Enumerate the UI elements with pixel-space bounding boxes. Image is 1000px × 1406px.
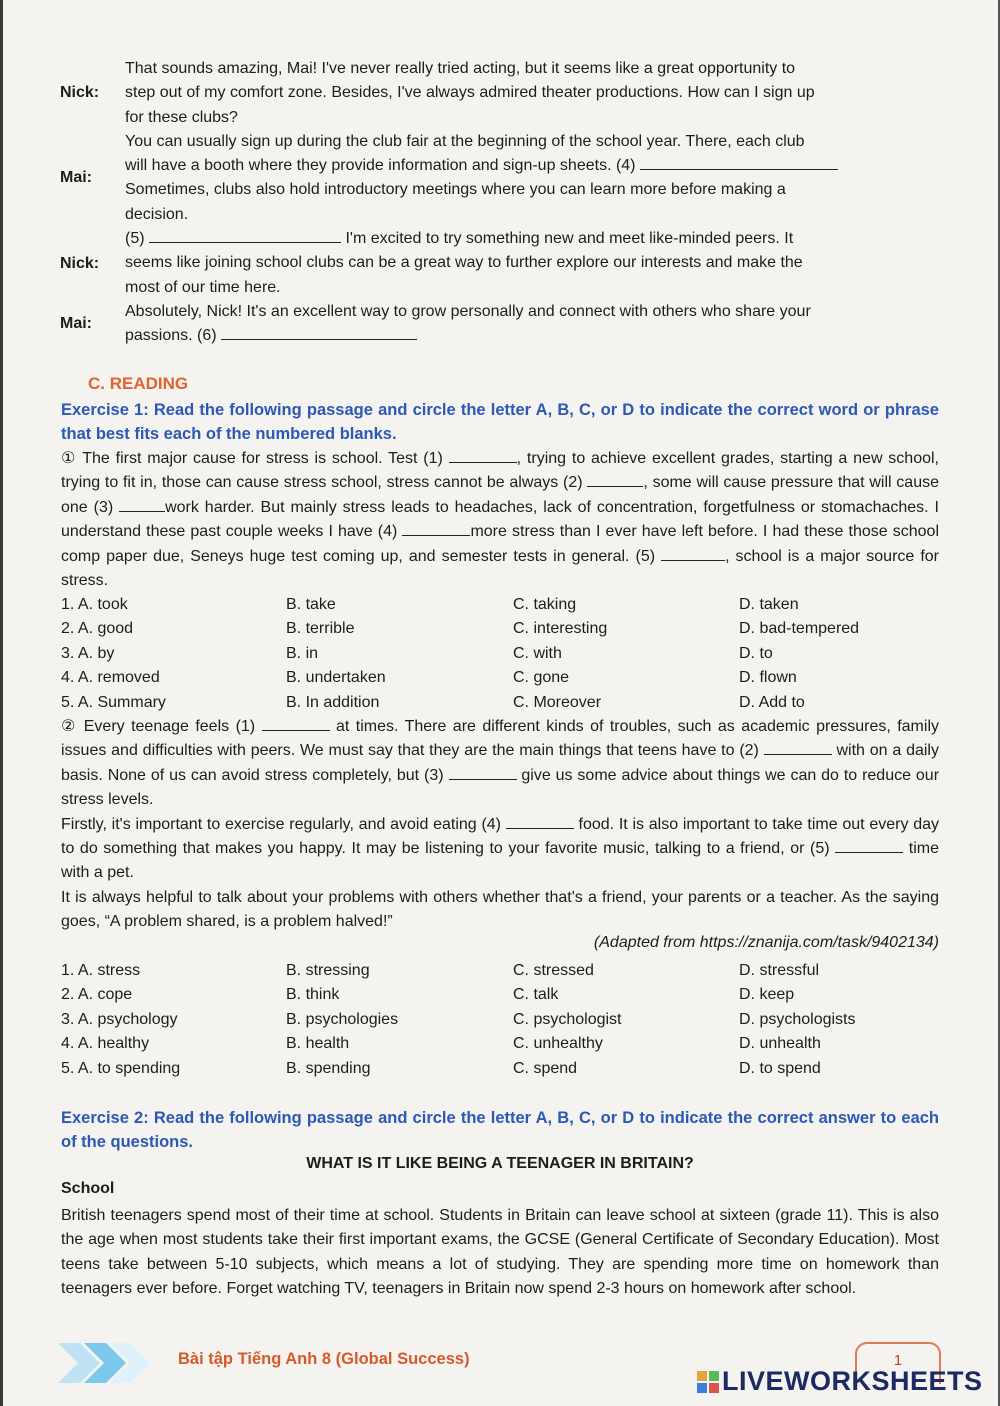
option-b[interactable]: B. In addition: [286, 693, 380, 711]
option-a[interactable]: 1. A. took: [61, 596, 128, 613]
dialogue-turn-nick-2: [60, 227, 930, 300]
option-c[interactable]: C. talk: [513, 986, 559, 1004]
option-b[interactable]: B. undertaken: [286, 669, 386, 687]
option-b[interactable]: B. in: [286, 644, 319, 662]
passage1-blank-3[interactable]: [119, 496, 165, 512]
option-a[interactable]: 4. A. removed: [61, 669, 160, 687]
liveworksheets-icon: [697, 1371, 719, 1393]
chevron-arrows-icon: [58, 1343, 158, 1388]
option-d[interactable]: D. to spend: [739, 1059, 821, 1077]
speaker-label: Nick:: [60, 84, 100, 102]
speaker-label: Nick:: [60, 254, 100, 272]
dialogue: [60, 57, 930, 349]
option-b[interactable]: B. think: [286, 986, 340, 1004]
passage1-blank-2[interactable]: [587, 471, 643, 487]
exercise-1-title: Exercise 1: Read the following passage and circle the letter A, B, C, or D to indicate the correct word or phrase that best fits each of the numbered blanks.: [61, 401, 939, 444]
watermark-text: LIVEWORKSHEETS: [722, 1366, 983, 1396]
speech-text: Absolutely, Nick! It's an excellent way to grow personally and connect with others who share your passions. (6): [125, 302, 811, 345]
speech-text: You can usually sign up during the club fair at the beginning of the school year. There, each club will have a booth where they provide information and sign-up sheets. (4) Sometimes, clubs also hold introductory meetings where you can learn more before making a decision.: [125, 130, 930, 227]
passage1-blank-5[interactable]: [661, 545, 725, 561]
option-a[interactable]: 5. A. to spending: [61, 1059, 181, 1077]
option-b[interactable]: B. spending: [286, 1059, 371, 1077]
answer-blank-6[interactable]: [221, 324, 417, 340]
passage2-blank-1[interactable]: [262, 715, 330, 731]
answer-blank-5[interactable]: [149, 227, 341, 243]
page-edge-left: [0, 0, 3, 1406]
option-d[interactable]: D. keep: [739, 986, 795, 1004]
speech-text: That sounds amazing, Mai! I've never really tried acting, but it seems like a great opportunity to step out of my comfort zone. Besides, I've always admired theater productions. How can I sign up for these clubs?: [125, 60, 815, 126]
passage2-blank-4[interactable]: [506, 813, 574, 829]
option-d[interactable]: D. flown: [739, 669, 797, 687]
option-row-3: [61, 642, 939, 666]
option-b[interactable]: B. psychologies: [286, 1010, 399, 1028]
option-c[interactable]: C. interesting: [513, 620, 608, 638]
option-row-2: [61, 983, 939, 1007]
option-a[interactable]: 4. A. healthy: [61, 1035, 150, 1053]
option-d[interactable]: D. to: [739, 644, 773, 662]
option-b[interactable]: B. terrible: [286, 620, 355, 638]
option-c[interactable]: C. taking: [513, 596, 577, 613]
passage-subheading: School: [61, 1180, 115, 1197]
option-b[interactable]: B. stressing: [286, 962, 370, 979]
option-c[interactable]: C. with: [513, 644, 562, 662]
option-c[interactable]: C. spend: [513, 1059, 578, 1077]
option-d[interactable]: D. unhealth: [739, 1035, 821, 1053]
section-title-reading: C. READING: [88, 374, 189, 393]
liveworksheets-logo: [697, 1366, 983, 1397]
dialogue-turn-mai-1: [60, 130, 930, 227]
option-row-4: [61, 1032, 939, 1056]
options-list-2: [61, 959, 939, 1081]
passage-school: British teenagers spend most of their time at school. Students in Britain can leave school at sixteen (grade 11). This is also the age when most students take their first important exams, the GCSE (General Certificate of Secondary Education). Most teens take between 5-10 subjects, which means a lot of studying. They are spending more time on homework than teenagers ever before. Forget watching TV, teenagers in Britain now spend 2-3 hours on homework after school.: [61, 1207, 939, 1298]
passage2-blank-5[interactable]: [835, 837, 903, 853]
passage-1: ① The first major cause for stress is school. Test (1) , trying to achieve excellent grades, starting a new school, trying to fit in, those can cause stress school, stress cannot be always (2) , some will cause pressure that will cause one (3) work harder. But mainly stress leads to headaches, lack of concentration, forgetfulness or stomachaches. I understand these past couple weeks I have (4) more stress than I ever have left before. I had these those school comp paper due, Seneys huge test coming up, and semester tests in general. (5) , school is a major source for stress.: [61, 447, 939, 593]
passage-heading: WHAT IS IT LIKE BEING A TEENAGER IN BRITAIN?: [306, 1155, 694, 1172]
option-b[interactable]: B. take: [286, 596, 336, 613]
answer-blank-4[interactable]: [640, 154, 838, 170]
speaker-label: Mai:: [60, 169, 92, 187]
option-c[interactable]: C. psychologist: [513, 1010, 622, 1028]
dialogue-turn-mai-2: [60, 300, 930, 349]
option-c[interactable]: C. Moreover: [513, 693, 602, 711]
passage2-blank-3[interactable]: [449, 764, 517, 780]
option-a[interactable]: 2. A. cope: [61, 986, 133, 1004]
option-a[interactable]: 3. A. psychology: [61, 1010, 178, 1028]
option-d[interactable]: D. Add to: [739, 693, 805, 711]
option-row-1: [61, 959, 939, 983]
option-b[interactable]: B. health: [286, 1035, 350, 1053]
option-a[interactable]: 1. A. stress: [61, 962, 141, 979]
option-d[interactable]: D. stressful: [739, 962, 820, 979]
option-row-5: [61, 1057, 939, 1081]
option-d[interactable]: D. bad-tempered: [739, 620, 860, 638]
source-credit: (Adapted from https://znanija.com/task/9402134): [593, 934, 939, 951]
option-a[interactable]: 5. A. Summary: [61, 693, 166, 711]
options-list-1: [61, 593, 939, 715]
page-number: 1: [855, 1342, 941, 1384]
option-a[interactable]: 3. A. by: [61, 644, 115, 662]
passage2-blank-2[interactable]: [764, 739, 832, 755]
option-a[interactable]: 2. A. good: [61, 620, 134, 638]
option-c[interactable]: C. unhealthy: [513, 1035, 603, 1053]
passage1-blank-1[interactable]: [449, 447, 517, 463]
speech-text: (5) I'm excited to try something new and meet like-minded peers. It seems like joining school clubs can be a great way to further explore our interests and make the most of our time here.: [125, 227, 930, 300]
option-row-2: [61, 617, 939, 641]
option-row-3: [61, 1008, 939, 1032]
footer-book-title: Bài tập Tiếng Anh 8 (Global Success): [178, 1350, 470, 1368]
option-c[interactable]: C. gone: [513, 669, 570, 687]
option-d[interactable]: D. taken: [739, 596, 799, 613]
dialogue-turn-nick-1: [60, 57, 930, 130]
exercise-2-title: Exercise 2: Read the following passage and circle the letter A, B, C, or D to indicate the correct answer to each of the questions.: [61, 1109, 939, 1152]
option-d[interactable]: D. psychologists: [739, 1010, 856, 1028]
passage-2: ② Every teenage feels (1) at times. There are different kinds of troubles, such as academic pressures, family issues and difficulties with peers. We must say that they are the main things that teens have to (2) with on a daily basis. None of us can avoid stress completely, but (3) give us some advice about things we can do to reduce our stress levels. Firstly, it's important to exercise regularly, and avoid eating (4) food. It is also important to take time out every day to do something that makes you happy. It may be listening to your favorite music, talking to a friend, or (5) time with a pet. It is always helpful to talk about your problems with others whether that's a friend, your parents or a teacher. As the saying goes, “A problem shared, is a problem halved!”: [61, 715, 939, 935]
option-c[interactable]: C. stressed: [513, 962, 594, 979]
option-row-5: [61, 691, 939, 715]
speaker-label: Mai:: [60, 315, 92, 333]
option-row-1: [61, 593, 939, 617]
passage1-blank-4[interactable]: [402, 520, 470, 536]
option-row-4: [61, 666, 939, 690]
